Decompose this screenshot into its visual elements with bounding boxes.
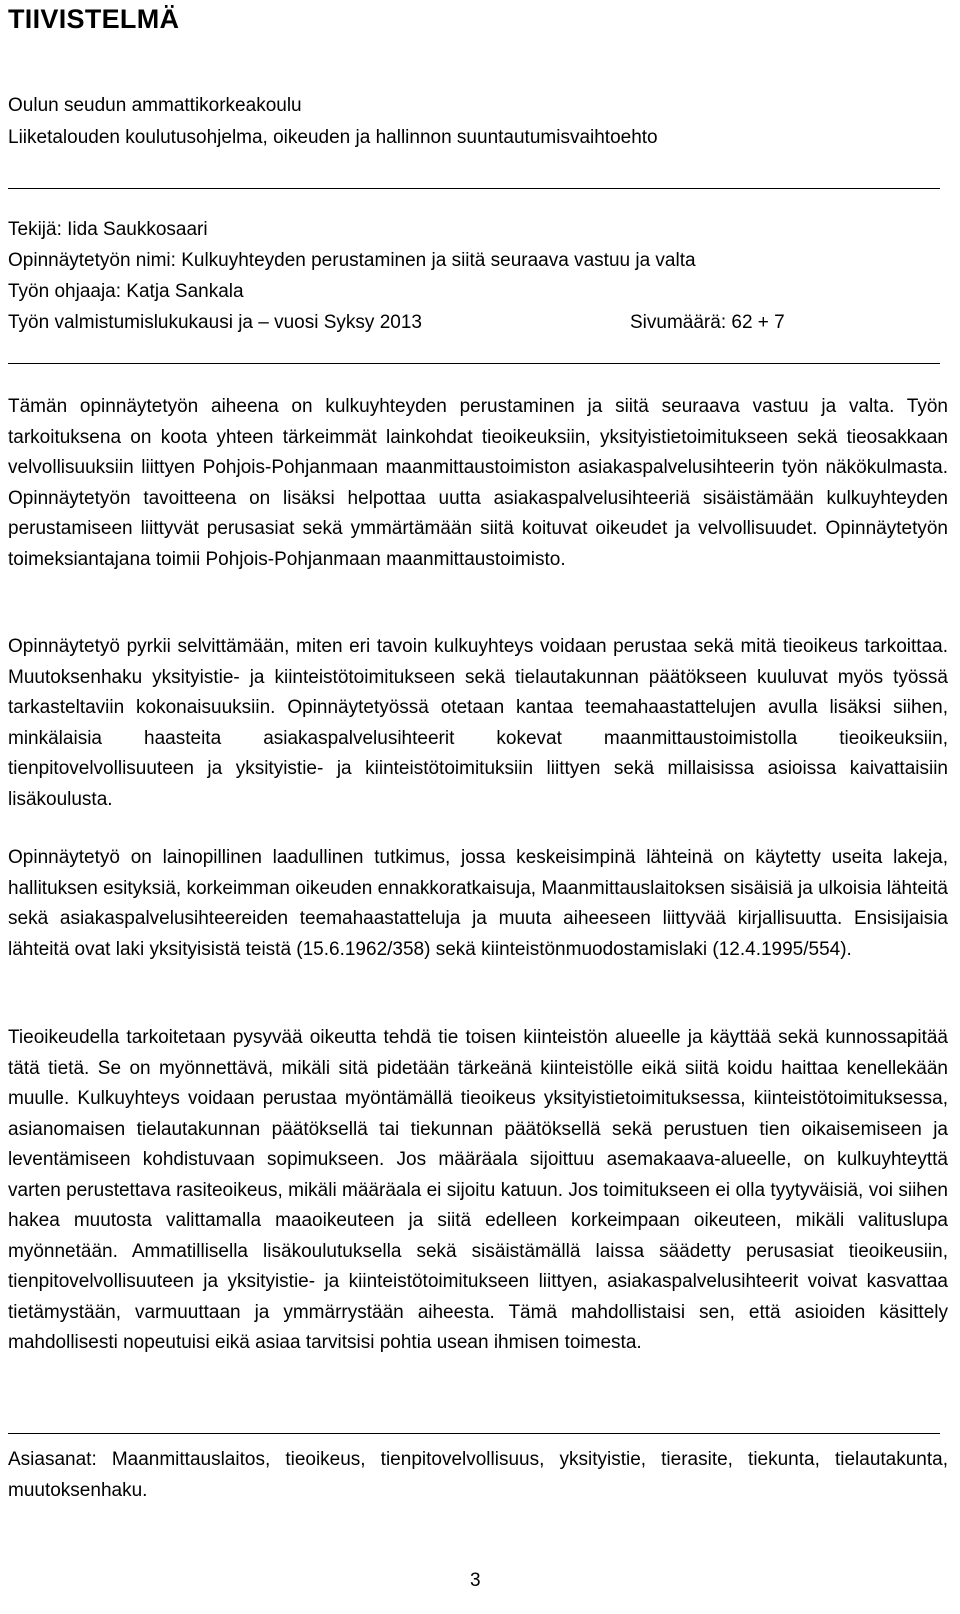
- abstract-paragraph-1: Tämän opinnäytetyön aiheena on kulkuyhteyden perustaminen ja siitä seuraava vastuu ja valta. Työn tarkoituksena on koota yhteen tärkeimmät lainkohdat tieoikeuksiin, yksityistietoimitukseen sekä tieosakkaan velvollisuuksiin liittyen Pohjois-Pohjanmaan maanmittaustoimiston asiakaspalvelusihteerin työn näkökulmasta. Opinnäytetyön tavoitteena on lisäksi helpottaa uutta asiakaspalvelusihteeriä sisäistämään kulkuyhteyden perustamiseen liittyvät perusasiat sekä ymmärtämään siitä koituvat oikeudet ja velvollisuudet. Opinnäytetyön toimeksiantajana toimii Pohjois-Pohjanmaan maanmittaustoimisto.: [8, 396, 948, 570]
- divider-middle: [8, 363, 940, 364]
- school-name: Oulun seudun ammattikorkeakoulu: [8, 95, 302, 116]
- programme-name: Liiketalouden koulutusohjelma, oikeuden ja hallinnon suuntautumisvaihtoehto: [8, 127, 658, 148]
- completion-text: Työn valmistumislukukausi ja – vuosi Syksy 2013: [8, 312, 422, 333]
- divider-top: [8, 188, 940, 189]
- abstract-paragraph-3: Opinnäytetyö on lainopillinen laadullinen tutkimus, jossa keskeisimpinä lähteinä on käytetty useita lakeja, hallituksen esityksiä, korkeimman oikeuden ennakkoratkaisuja, Maanmittauslaitoksen sisäisiä ja ulkoisia lähteitä sekä asiakaspalvelusihteereiden teemahaastatteluja ja muuta aiheeseen liittyvää kirjallisuutta. Ensisijaisia lähteitä ovat laki yksityisistä teistä (15.6.1962/358) sekä kiinteistönmuodostamislaki (12.4.1995/554).: [8, 847, 948, 960]
- keywords: Asiasanat: Maanmittauslaitos, tieoikeus, tienpitovelvollisuus, yksityistie, tierasite, tiekunta, tielautakunta, muutoksenhaku.: [8, 1449, 948, 1501]
- supervisor-line: Työn ohjaaja: Katja Sankala: [8, 281, 244, 302]
- author-line: Tekijä: Iida Saukkosaari: [8, 219, 208, 240]
- page-count: Sivumäärä: 62 + 7: [630, 312, 785, 333]
- abstract-paragraph-2: Opinnäytetyö pyrkii selvittämään, miten eri tavoin kulkuyhteys voidaan perustaa sekä mitä tieoikeus tarkoittaa. Muutoksenhaku yksityistie- ja kiinteistötoimitukseen sekä tielautakunnan päätökseen kuuluvat myös työssä tarkasteltaviin kokonaisuuksiin. Opinnäytetyössä otetaan kantaa teemahaastattelujen avulla lisäksi siihen, minkälaisia haasteita asiakaspalvelusihteerit kokevat maanmittaustoimistolla tieoikeuksiin, tienpitovelvollisuuteen ja yksityistie- ja kiinteistötoimituksiin liittyen sekä millaisissa asioissa kaivattaisiin lisäkoulusta.: [8, 636, 948, 810]
- thesis-title-line: Opinnäytetyön nimi: Kulkuyhteyden perustaminen ja siitä seuraava vastuu ja valta: [8, 250, 696, 271]
- divider-bottom: [8, 1433, 940, 1434]
- page-title: TIIVISTELMÄ: [8, 4, 180, 34]
- page-number: 3: [470, 1570, 481, 1591]
- completion-line: [8, 307, 785, 338]
- abstract-paragraph-4: Tieoikeudella tarkoitetaan pysyvää oikeutta tehdä tie toisen kiinteistön alueelle ja käyttää sekä kunnossapitää tätä tietä. Se on myönnettävä, mikäli sitä pidetään tärkeänä kiinteistölle eikä siitä koidu haittaa kenellekään muulle. Kulkuyhteys voidaan perustaa myöntämällä tieoikeus yksityistietoimituksessa, kiinteistötoimituksessa, asianomaisen tielautakunnan päätöksellä tai tiekunnan päätöksellä sekä perustuen tien oikaisemiseen ja leventämiseen kohdistuvaan sopimukseen. Jos määräala sijoittuu asemakaava-alueelle, on kulkuyhteyttä varten perustettava rasiteoikeus, mikäli määräala ei sijoitu katuun. Jos toimitukseen ei olla tyytyväisiä, voi siihen hakea muutosta valittamalla maaoikeuteen ja siitä edelleen korkeimpaan oikeuteen, mikäli valituslupa myönnetään. Ammatillisella lisäkoulutuksella sekä sisäistämällä laissa säädetty perusasiat tieoikeusiin, tienpitovelvollisuuteen ja yksityistie- ja kiinteistötoimitukseen liittyen, asiakaspalvelusihteerit voivat kasvattaa tietämystään, varmuuttaan ja ymmärrystään aiheesta. Tämä mahdollistaisi sen, että asioiden käsittely mahdollisesti nopeutuisi eikä asiaa tarvitsisi pohtia usean ihmisen toimesta.: [8, 1027, 948, 1353]
